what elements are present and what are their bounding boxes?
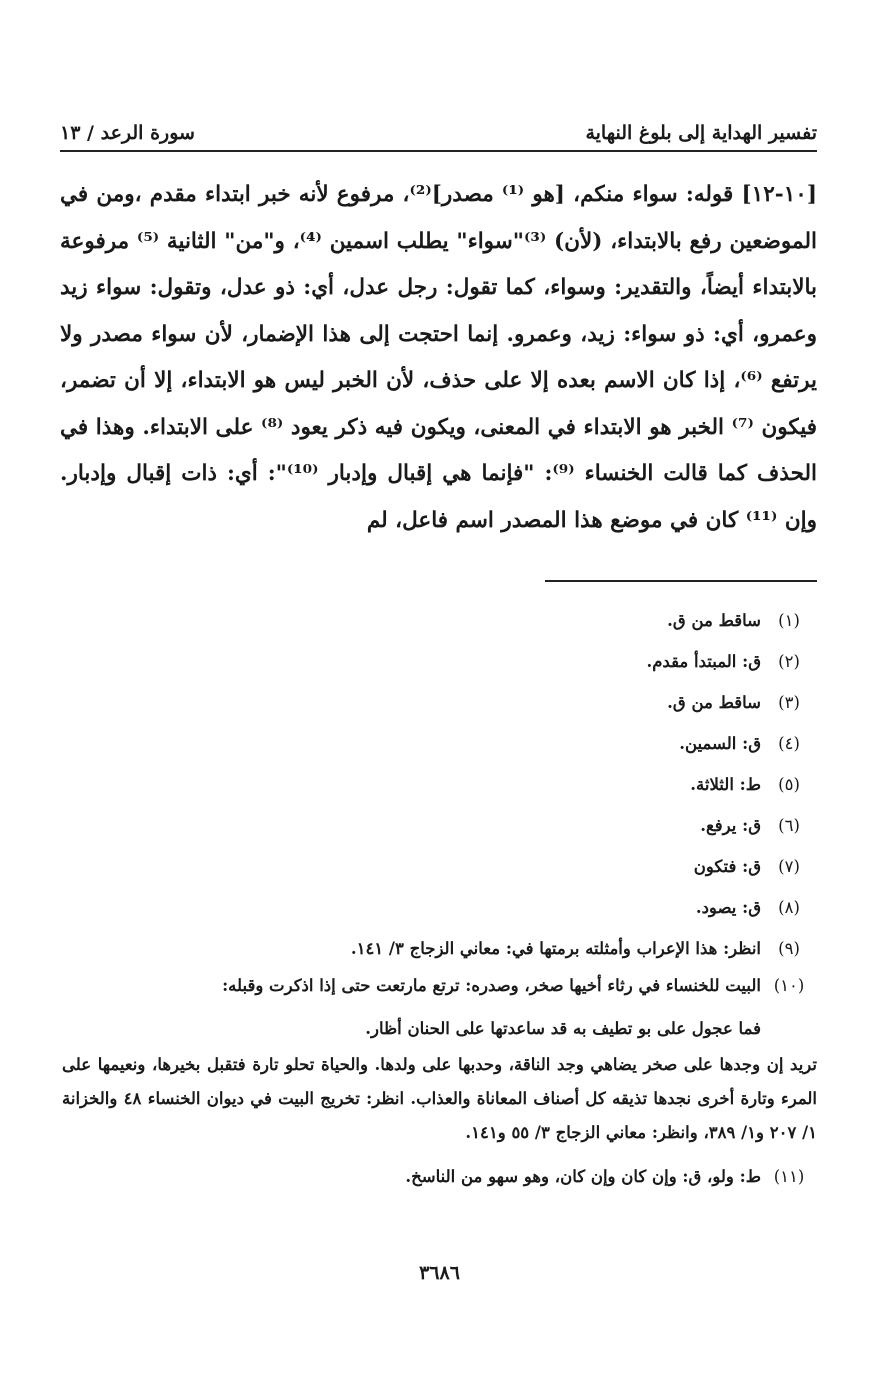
footnote-text: انظر: هذا الإعراب وأمثلته برمتها في: معاني الزجاج ٣/ ١٤١.	[350, 939, 761, 958]
footnote-text: ط: الثلاثة.	[690, 775, 761, 794]
surah-label: سورة الرعد / ١٣	[60, 122, 195, 144]
footnote-text: ساقط من ق.	[667, 611, 761, 630]
footnote-number: (٢)	[778, 652, 800, 671]
footnote-3	[62, 682, 817, 723]
footnote-1	[62, 600, 817, 641]
footnote-text: ق: المبتدأ مقدم.	[646, 652, 761, 671]
footnote-text: ساقط من ق.	[667, 693, 761, 712]
footnote-text: البيت للخنساء في رثاء أخيها صخر، وصدره: ترتع مارتعت حتى إذا اذكرت وقبله:	[222, 976, 761, 995]
footnote-6	[62, 805, 817, 846]
footnote-number: (٦)	[778, 816, 800, 835]
main-text	[60, 172, 817, 544]
footnote-number: (٩)	[778, 939, 800, 958]
footnote-7	[62, 846, 817, 887]
footnotes	[62, 600, 817, 1197]
main-paragraph: [١٠-١٢] قوله: سواء منكم، [هو ⁽¹⁾ مصدر]⁽²⁾، مرفوع لأنه خبر ابتداء مقدم ،ومن في الموضعين رفع بالابتداء، (لأن) ⁽³⁾"سواء" يطلب اسمين ⁽⁴⁾، و"من" الثانية ⁽⁵⁾ مرفوعة بالابتداء أيضاً، والتقدير: وسواء، كما تقول: رجل عدل، أي: ذو عدل، وتقول: سواء زيد وعمرو، أي: ذو سواء: زيد، وعمرو. إنما احتجت إلى هذا الإضمار، لأن سواء مصدر ولا يرتفع ⁽⁶⁾، إذا كان الاسم بعده إلا على حذف، لأن الخبر ليس هو الابتداء، إلا أن تضمر، فيكون ⁽⁷⁾ الخبر هو الابتداء في المعنى، ويكون فيه ذكر يعود ⁽⁸⁾ على الابتداء. وهذا في الحذف كما قالت الخنساء ⁽⁹⁾: "فإنما هي إقبال وإدبار ⁽¹⁰⁾": أي: ذات إقبال وإدبار. وإن ⁽¹¹⁾ كان في موضع هذا المصدر اسم فاعل، لم	[60, 182, 817, 533]
footnote-number: (٣)	[778, 693, 800, 712]
footnote-number: (٥)	[778, 775, 800, 794]
footnote-number: (٤)	[778, 734, 800, 753]
footnote-number: (١١)	[773, 1167, 805, 1186]
footnote-text: ق: السمين.	[679, 734, 761, 753]
footnote-text: ط: ولو، ق: وإن كان وإن كان، وهو سهو من الناسخ.	[405, 1167, 761, 1186]
footnote-number: (٧)	[778, 857, 800, 876]
footnote-10	[62, 969, 817, 1010]
footnote-10-commentary: تريد إن وجدها على صخر يضاهي وجد الناقة، وحدبها على ولدها. والحياة تحلو تارة فتقبل بخيرها، ونعيمها على المرء وتارة أخرى نجدها تذيقه كل أصناف المعاناة والعذاب. انظر: تخريج البيت في ديوان الخنساء ٤٨ والخزانة ١/ ٢٠٧ و١/ ٣٨٩، وانظر: معاني الزجاج ٣/ ٥٥ و١٤١.	[62, 1055, 817, 1142]
footnote-number: (١٠)	[773, 976, 805, 995]
footnote-10-verse: فما عجول على بو تطيف به قد ساعدتها على الحنان أظار.	[365, 1019, 761, 1038]
footnote-4	[62, 723, 817, 764]
book-title: تفسير الهداية إلى بلوغ النهاية	[585, 122, 817, 144]
footnote-text: ق: فتكون	[693, 857, 761, 876]
footnote-text: ق: يرفع.	[700, 816, 761, 835]
footnote-number: (١)	[778, 611, 800, 630]
footnote-9	[62, 928, 817, 969]
footnote-2	[62, 641, 817, 682]
page-number: ٣٦٨٦	[419, 1262, 460, 1284]
footnote-text: ق: يصود.	[695, 898, 761, 917]
running-header	[60, 108, 817, 152]
footnote-5	[62, 764, 817, 805]
footnote-8	[62, 887, 817, 928]
footnote-separator	[545, 580, 817, 582]
footnote-number: (٨)	[778, 898, 800, 917]
footnote-11	[62, 1156, 817, 1197]
